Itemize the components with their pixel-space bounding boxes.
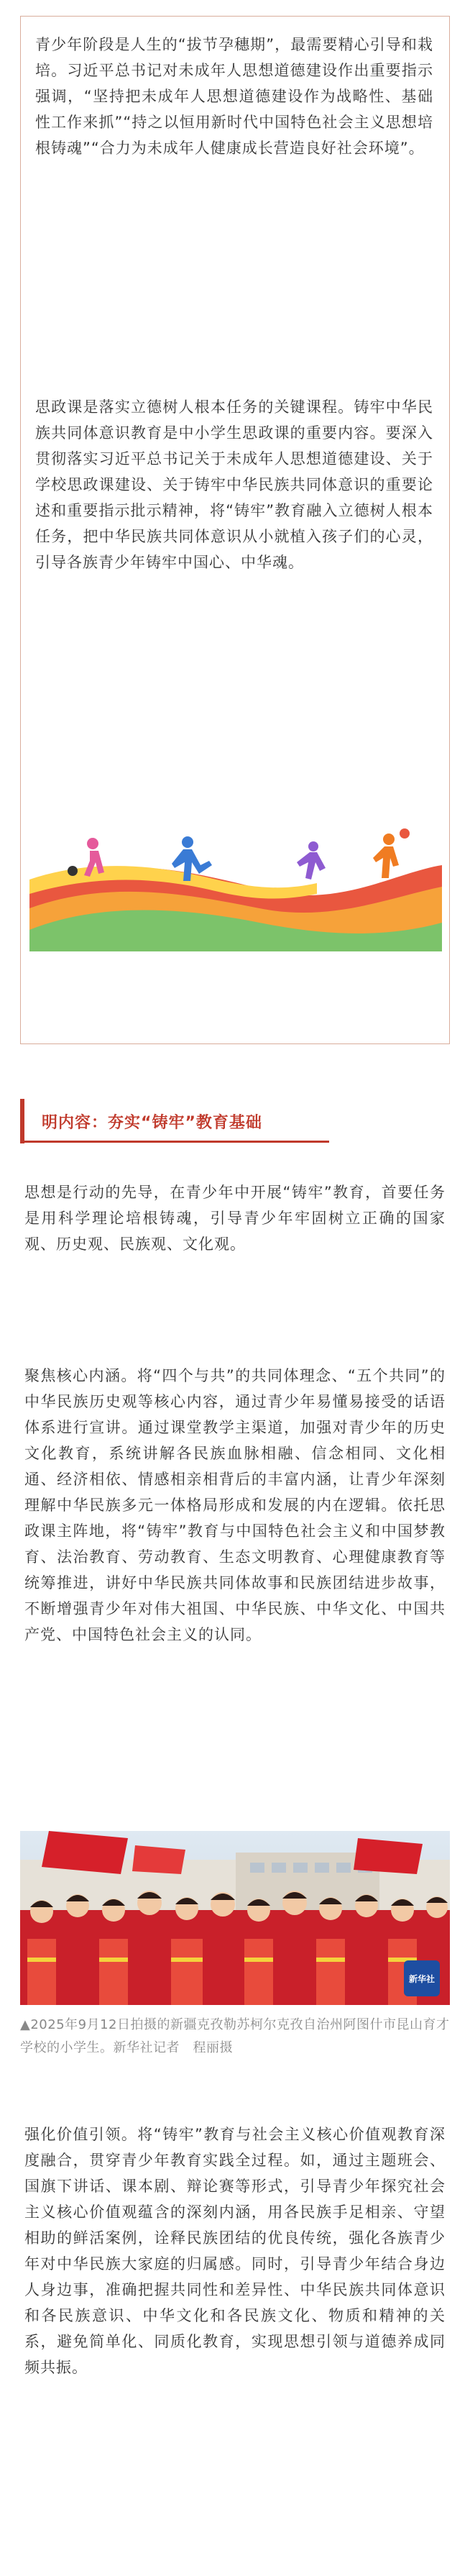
- body-paragraph-3: 强化价值引领。将“铸牢”教育与社会主义核心价值观教育深度融合，贯穿青少年教育实践全过程。如，通过主题班会、国旗下讲话、课本剧、辩论赛等形式，引导青少年探究社会主义核心价值观蕴含的深刻内涵，用各民族手足相亲、守望相助的鲜活案例，诠释民族团结的优良传统，强化各族青少年对中华民族大家庭的归属感。同时，引导青少年结合身边人身边事，准确把握共同性和差异性、中华民族共同体意识和各民族意识、中华文化和各民族文化、物质和精神的关系，避免简单化、同质化教育，实现思想引领与道德养成同频共振。: [24, 2126, 446, 2376]
- xinhua-watermark: [404, 1960, 440, 1996]
- intro-paragraph-2: 思政课是落实立德树人根本任务的关键课程。铸牢中华民族共同体意识教育是中小学生思政课的重要内容。要深入贯彻落实习近平总书记关于未成年人思想道德建设、关于学校思政课建设、关于铸牢中华民族共同体意识的重要论述和重要指示批示精神，将“铸牢”教育融入立德树人根本任务，把中华民族共同体意识从小就植入孩子们的心灵，引导各族青少年铸牢中国心、中华魂。: [35, 398, 433, 571]
- football-player-icon: [68, 838, 104, 877]
- students-photo-illustration: [20, 1831, 450, 2005]
- body-paragraph-2: 聚焦核心内涵。将“四个与共”的共同体理念、“五个共同”的中华民族历史观等核心内容，通过青少年易懂易接受的话语体系进行宣讲。通过课堂教学主渠道，加强对青少年的历史文化教育，系统讲解各民族血脉相融、信念相同、文化相通、经济相依、情感相亲相背后的丰富内涵，让青少年深刻理解中华民族多元一体格局形成和发展的内在逻辑。依托思政课主阵地，将“铸牢”教育与中国特色社会主义和中国梦教育、法治教育、劳动教育、生态文明教育、心理健康教育等统筹推进，讲好中华民族共同体故事和民族团结进步故事，不断增强青少年对伟大祖国、中华民族、中华文化、中国共产党、中国特色社会主义的认同。: [24, 1367, 446, 1643]
- body-paragraph-1: 思想是行动的先导，在青少年中开展“铸牢”教育，首要任务是用科学理论培根铸魂，引导青少年牢固树立正确的国家观、历史观、民族观、文化观。: [24, 1184, 446, 1253]
- photo-caption: ▲2025年9月12日拍摄的新疆克孜勒苏柯尔克孜自治州阿图什市昆山育才学校的小学生。新华社记者 程丽摄: [20, 2017, 450, 2055]
- sports-banner-illustration: [29, 815, 442, 951]
- basketball-player-icon: [373, 828, 410, 878]
- runner-purple-icon: [297, 841, 326, 880]
- intro-paragraph-1: 青少年阶段是人生的“拔节孕穗期”，最需要精心引导和栽培。习近平总书记对未成年人思想道德建设作出重要指示强调，“坚持把未成年人思想道德建设作为战略性、基础性工作来抓”“持之以恒用新时代中国特色社会主义思想培根铸魂”“合力为未成年人健康成长营造良好社会环境”。: [35, 36, 433, 157]
- section-title: 明内容：夯实“铸牢”教育基础: [42, 1114, 262, 1132]
- students-photo: [20, 1831, 450, 2005]
- section-accent-bar: [20, 1099, 24, 1143]
- watermark-text: 新华社: [408, 1973, 435, 1984]
- intro-box: [20, 16, 450, 1044]
- section-header: [20, 1099, 450, 1143]
- section-underline: [20, 1141, 329, 1143]
